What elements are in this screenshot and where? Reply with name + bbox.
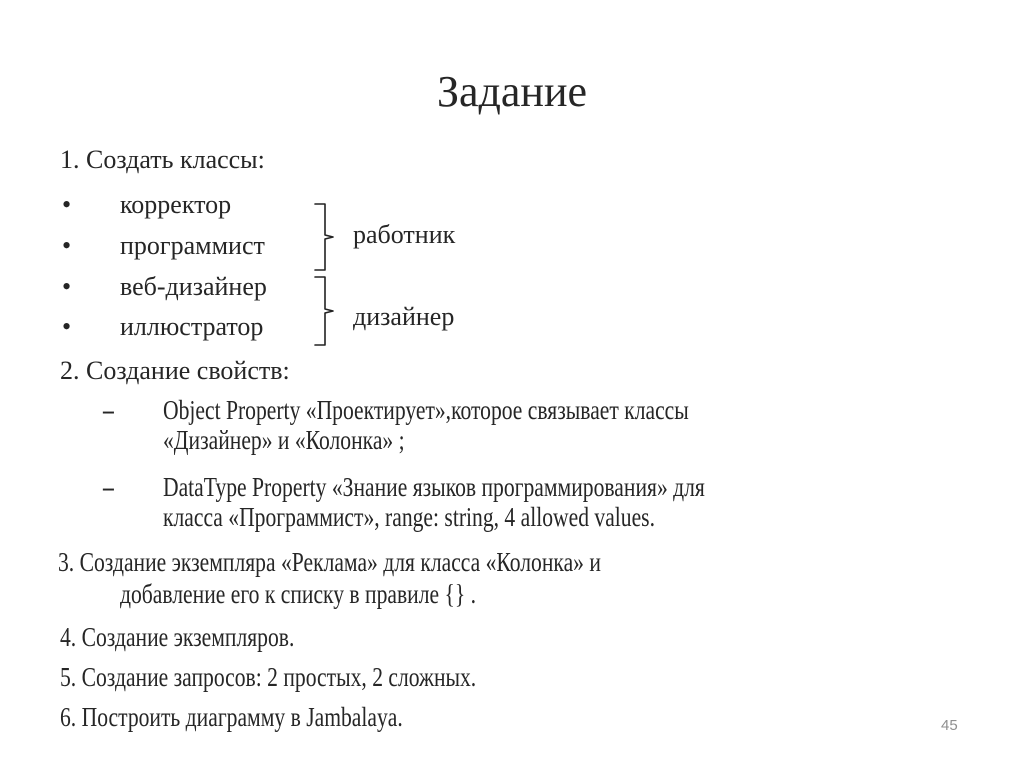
numbered-item-2: 2. Создание свойств: bbox=[60, 356, 290, 385]
numbered-item-6: 6. Построить диаграмму в Jambalaya. bbox=[60, 702, 403, 732]
bracket-label-designer: дизайнер bbox=[353, 302, 455, 331]
numbered-item-3-line1: 3. Создание экземпляра «Реклама» для класса «Колонка» и bbox=[58, 547, 601, 577]
page-number: 45 bbox=[941, 717, 958, 734]
subitem-object-property-line1: Object Property «Проектирует»,которое связывает классы bbox=[163, 395, 689, 425]
subitem-object-property-line2: «Дизайнер» и «Колонка» ; bbox=[163, 425, 405, 455]
dash-icon: – bbox=[103, 472, 114, 502]
bullet-icon: • bbox=[62, 272, 72, 301]
bullet-item-webdesigner: веб-дизайнер bbox=[120, 272, 267, 301]
bullet-icon: • bbox=[62, 312, 72, 341]
subitem-datatype-property-line1: DataType Property «Знание языков программирования» для bbox=[163, 472, 705, 502]
bullet-icon: • bbox=[62, 190, 72, 219]
bracket-label-worker: работник bbox=[353, 220, 456, 249]
bullet-item-illustrator: иллюстратор bbox=[120, 312, 264, 341]
bullet-icon: • bbox=[62, 231, 72, 260]
right-brace-icon bbox=[312, 275, 336, 347]
bullet-item-programmer: программист bbox=[120, 231, 265, 260]
bullet-item-corrector: корректор bbox=[120, 190, 232, 219]
numbered-item-3-line2: добавление его к списку в правиле {} . bbox=[120, 579, 477, 609]
subitem-datatype-property-line2: класса «Программист», range: string, 4 allowed values. bbox=[163, 502, 655, 532]
slide-title: Задание bbox=[436, 67, 588, 116]
right-brace-icon bbox=[312, 202, 336, 272]
numbered-item-4: 4. Создание экземпляров. bbox=[60, 622, 295, 652]
numbered-item-1: 1. Создать классы: bbox=[60, 145, 265, 174]
dash-icon: – bbox=[103, 395, 114, 425]
numbered-item-5: 5. Создание запросов: 2 простых, 2 сложных. bbox=[60, 662, 477, 692]
